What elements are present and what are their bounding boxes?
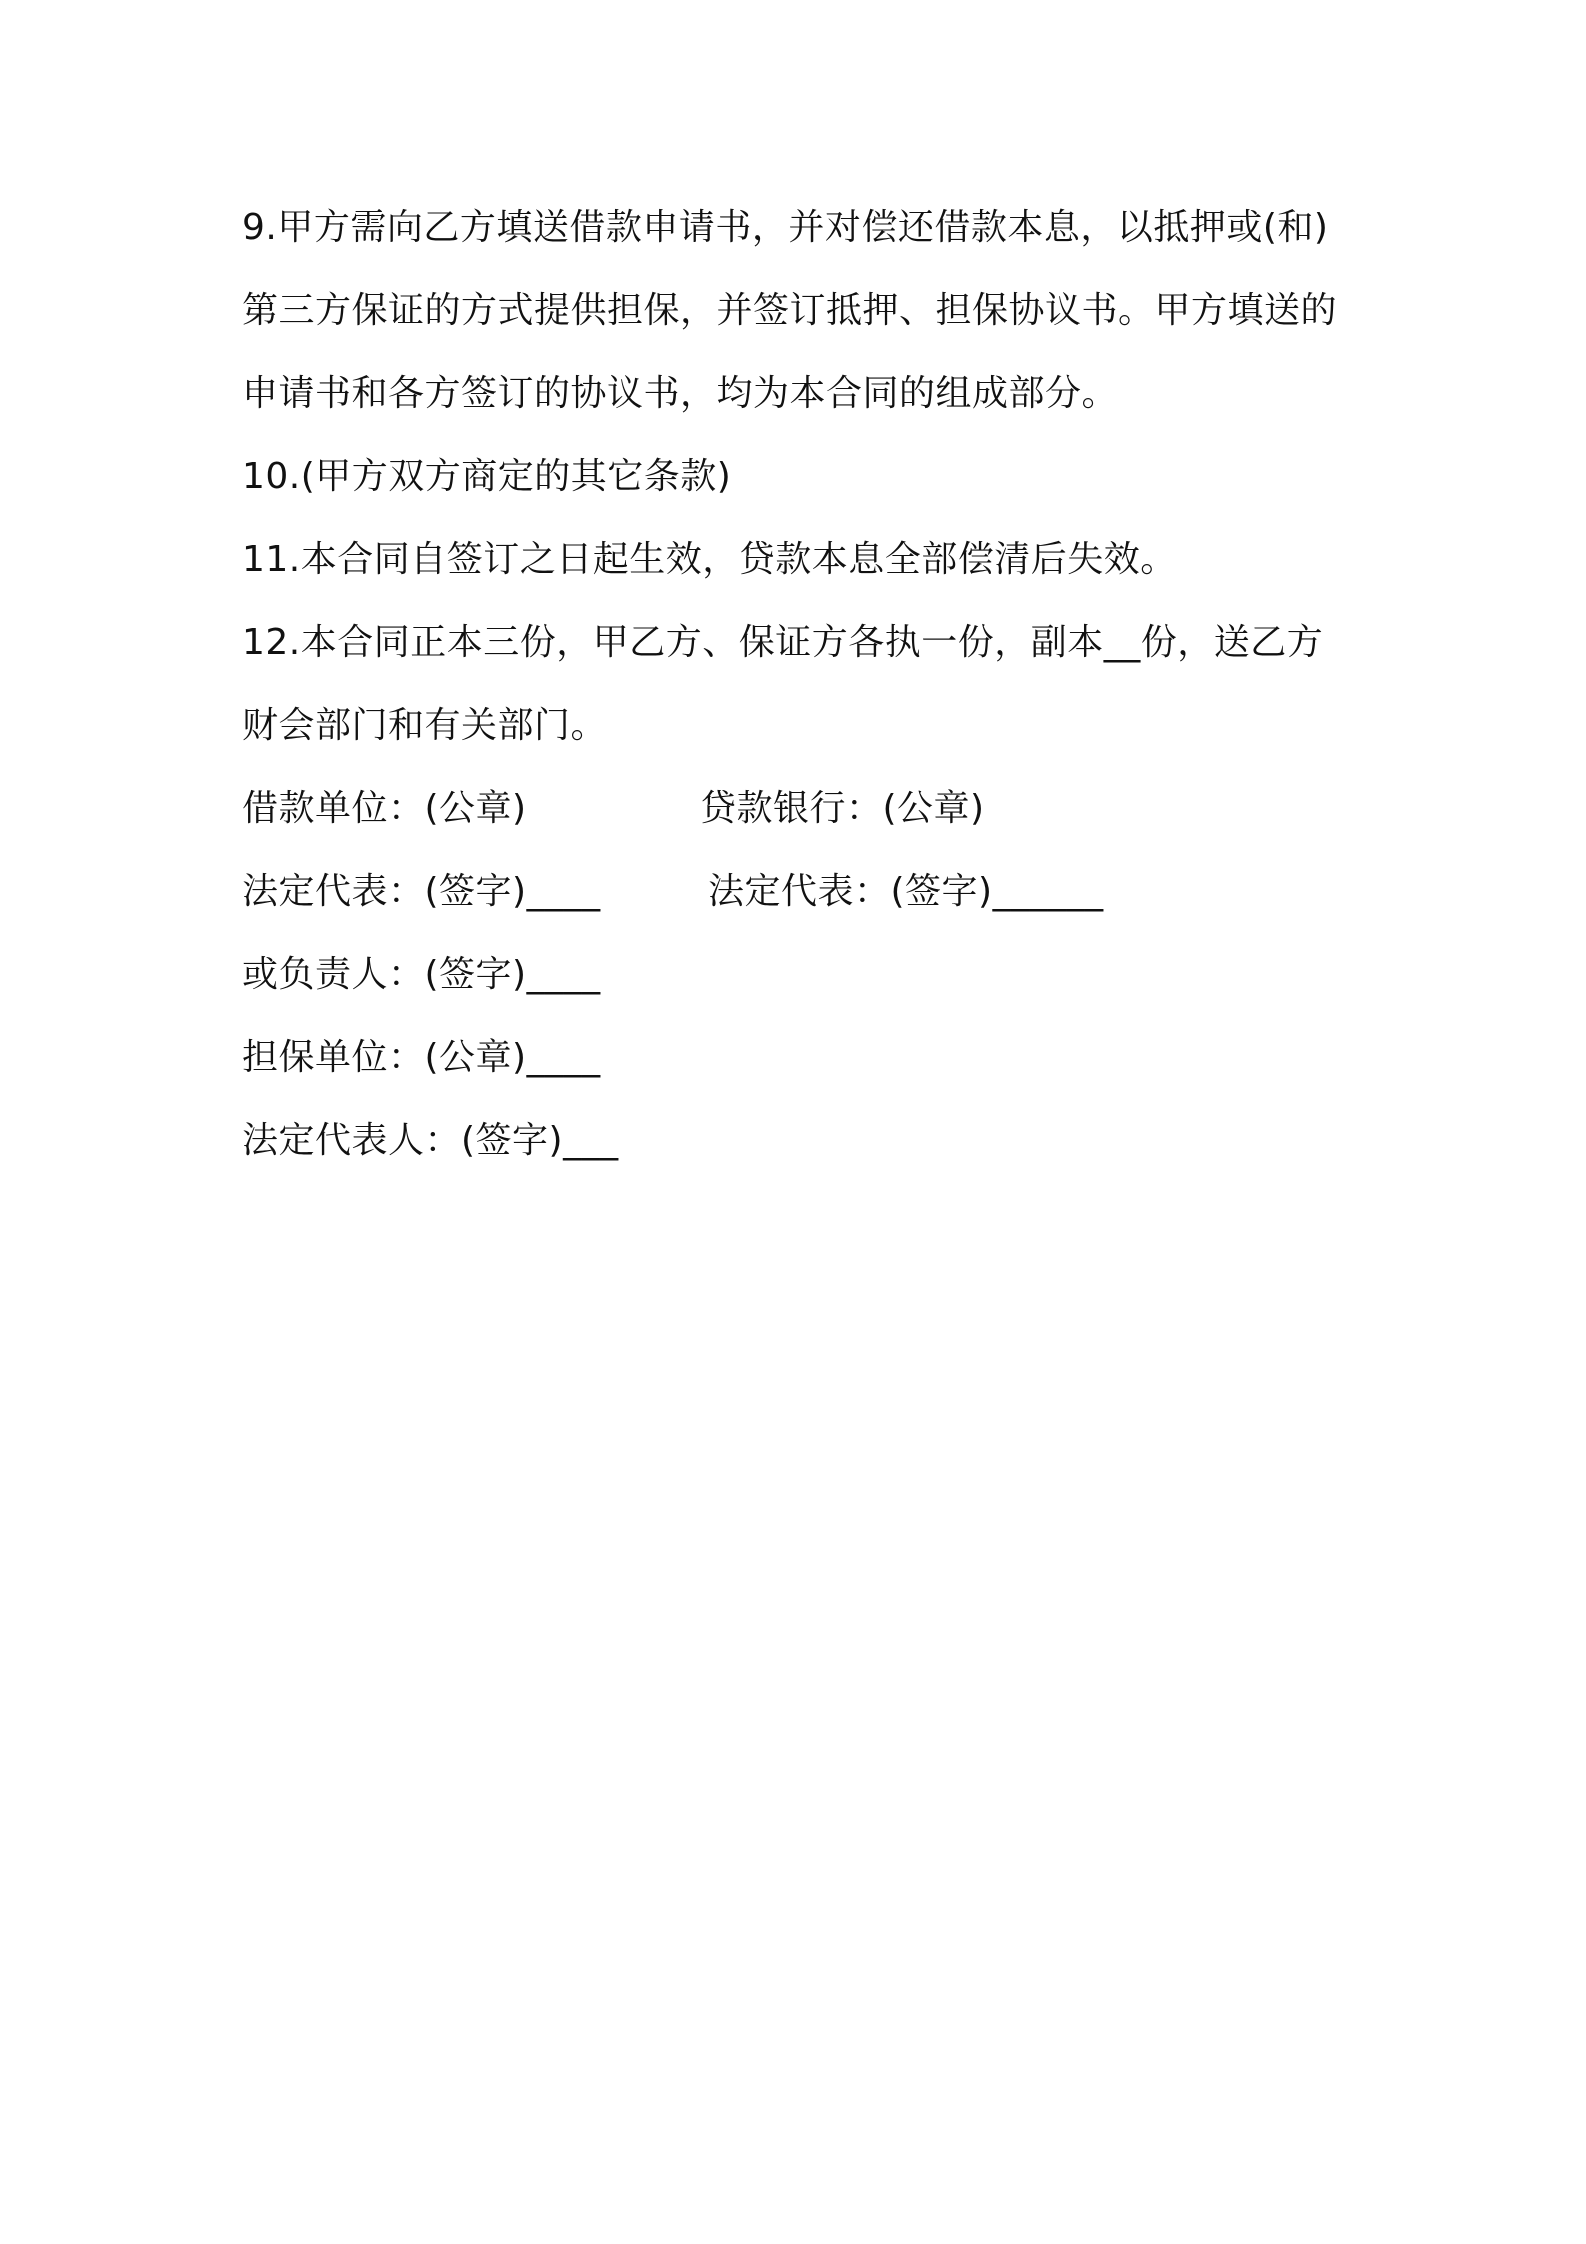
clause-9-line-2: 第三方保证的方式提供担保，并签订抵押、担保协议书。甲方填送的 bbox=[242, 290, 1338, 331]
guarantor-unit-seal: 担保单位：(公章)____ bbox=[242, 1037, 601, 1078]
clause-12-line-2: 财会部门和有关部门。 bbox=[242, 705, 608, 746]
lending-bank-seal: 贷款银行：(公章) bbox=[700, 788, 985, 829]
bank-legal-rep-signature: 法定代表：(签字)______ bbox=[708, 871, 1104, 912]
guarantor-legal-rep-signature: 法定代表人：(签字)___ bbox=[242, 1120, 619, 1161]
clause-10: 10.(甲方双方商定的其它条款) bbox=[242, 456, 732, 497]
clause-11: 11.本合同自签订之日起生效，贷款本息全部偿清后失效。 bbox=[242, 539, 1177, 580]
borrower-legal-rep-signature: 法定代表：(签字)____ bbox=[242, 871, 601, 912]
borrower-unit-seal: 借款单位：(公章) bbox=[242, 788, 527, 829]
clause-12-line-1: 12.本合同正本三份，甲乙方、保证方各执一份，副本__份，送乙方 bbox=[242, 622, 1324, 663]
responsible-person-signature: 或负责人：(签字)____ bbox=[242, 954, 601, 995]
clause-9-line-3: 申请书和各方签订的协议书，均为本合同的组成部分。 bbox=[242, 373, 1119, 414]
clause-9-line-1: 9.甲方需向乙方填送借款申请书，并对偿还借款本息，以抵押或(和) bbox=[242, 207, 1329, 248]
